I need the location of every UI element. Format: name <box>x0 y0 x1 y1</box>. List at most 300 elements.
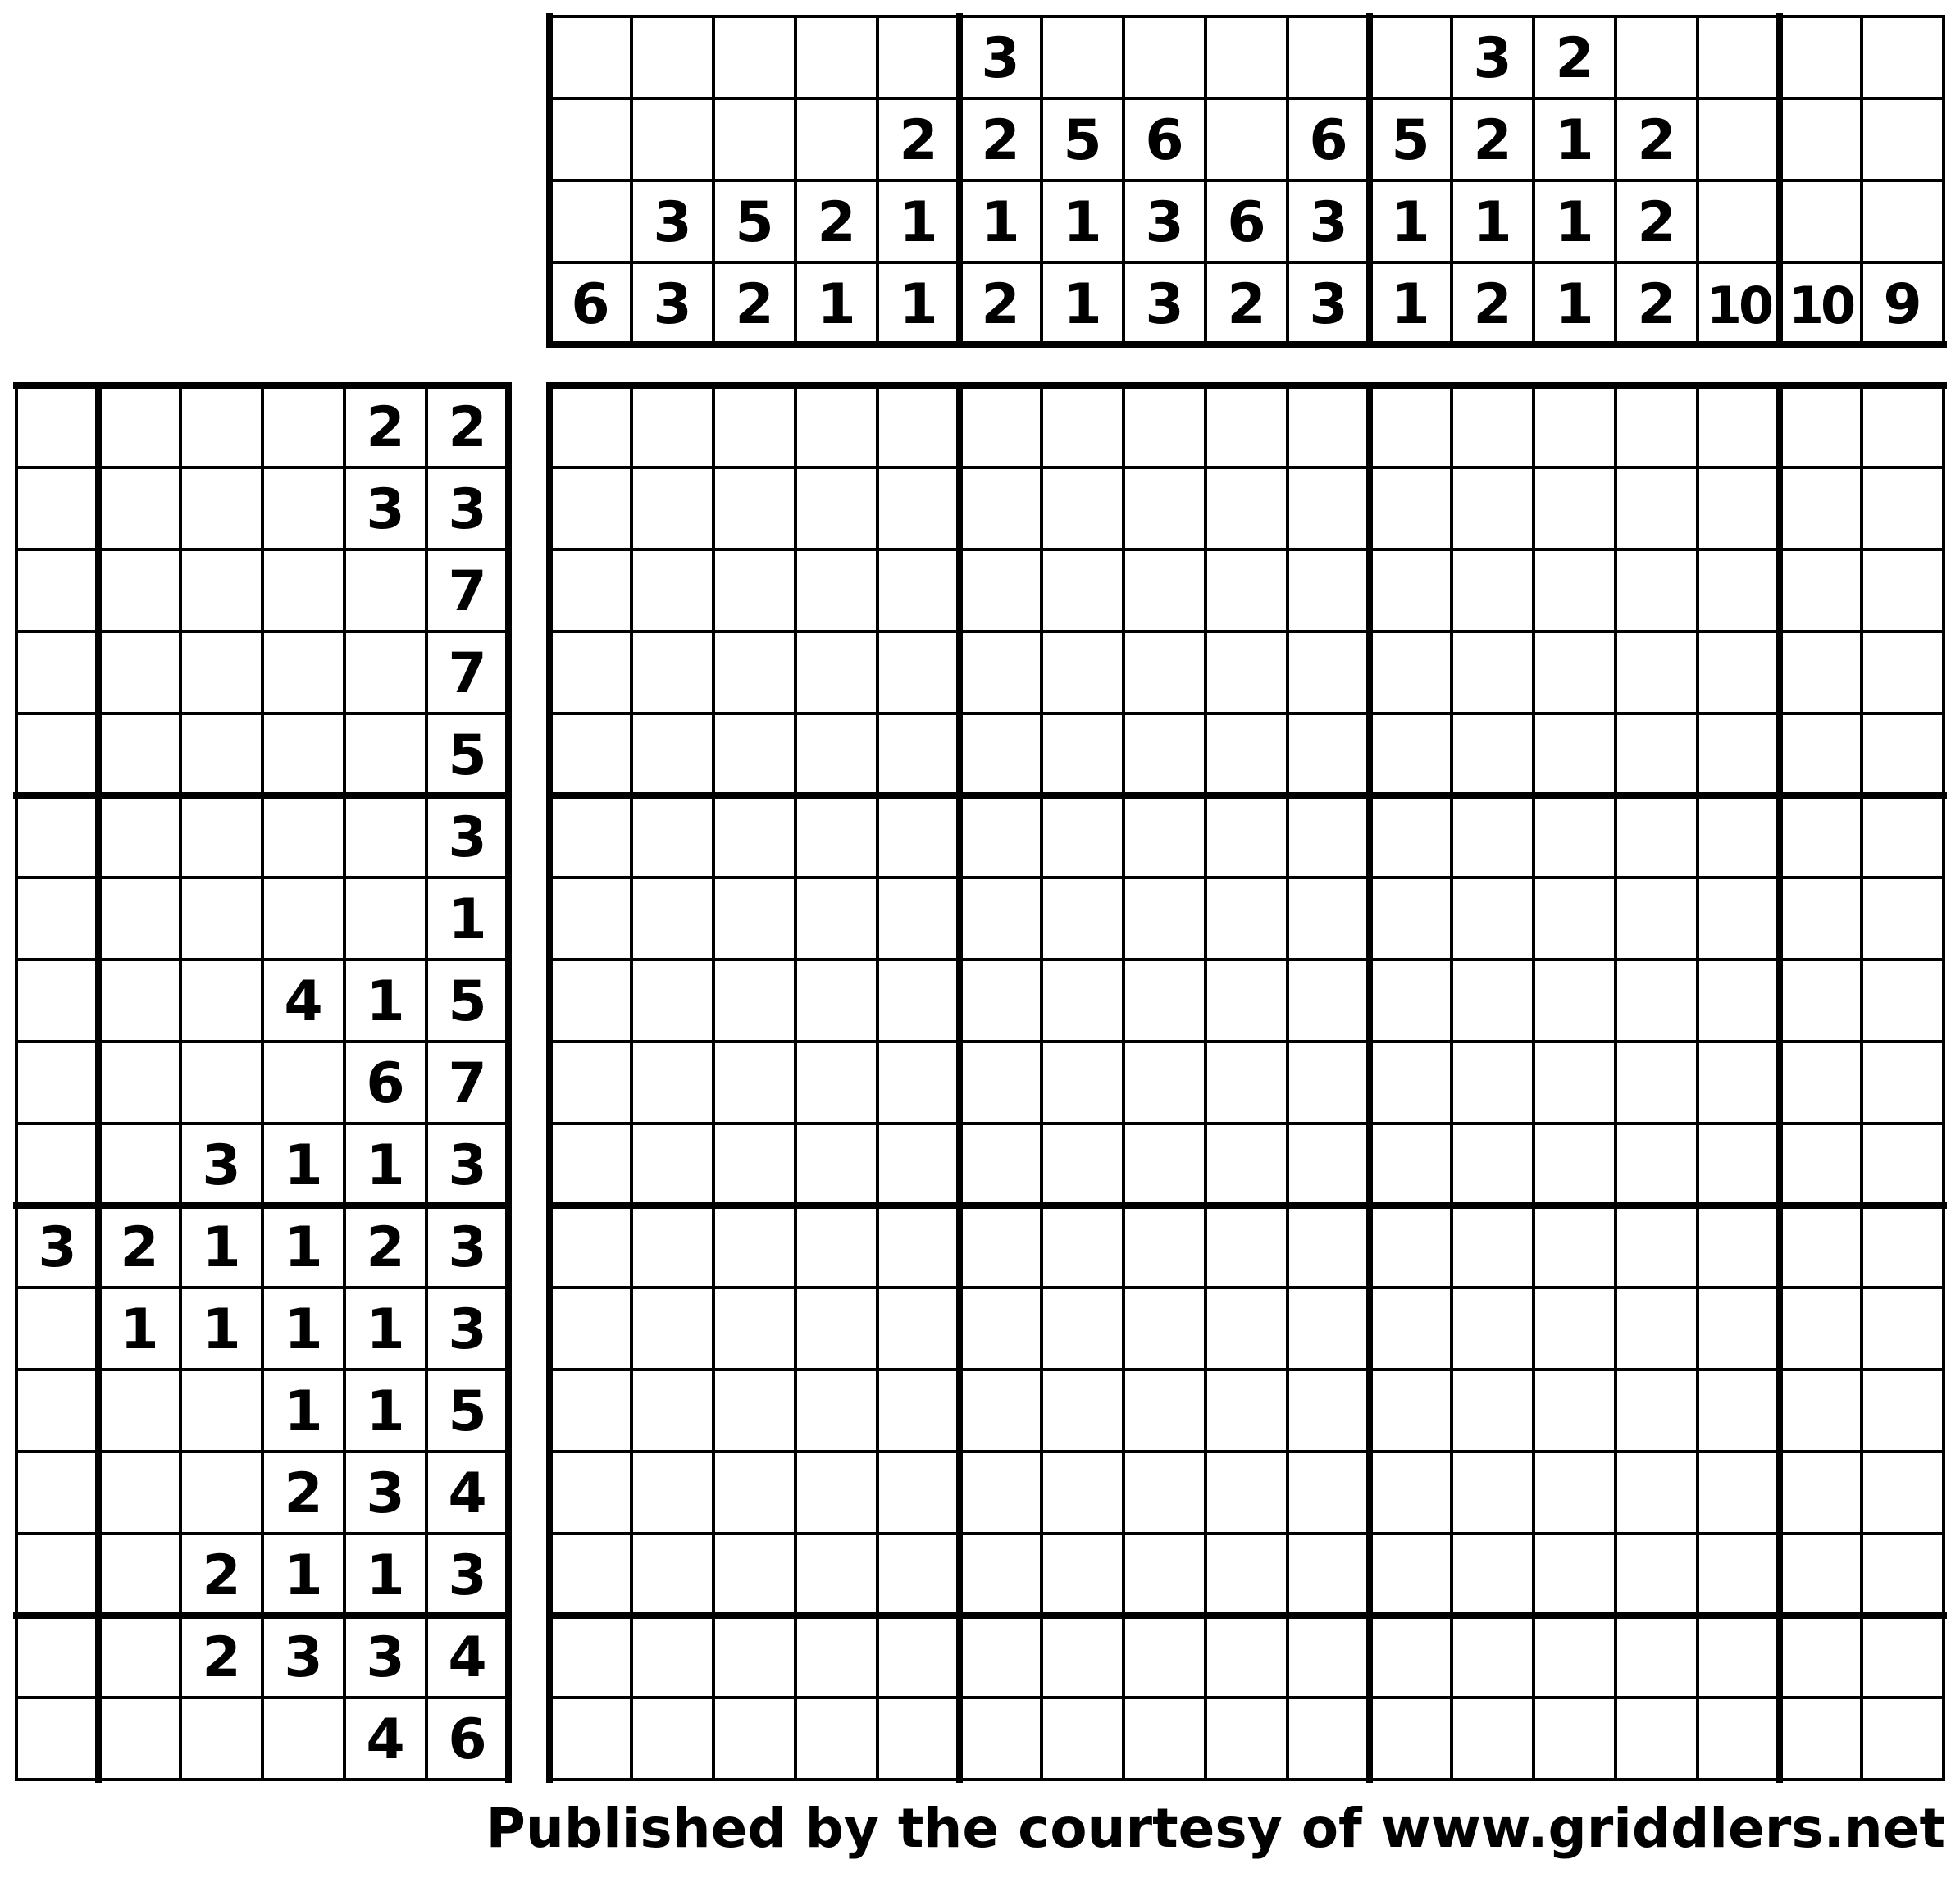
grid-cell[interactable] <box>1780 1124 1862 1206</box>
grid-cell[interactable] <box>549 1698 631 1780</box>
grid-cell[interactable] <box>1042 877 1124 960</box>
grid-cell[interactable] <box>631 1206 713 1288</box>
grid-cell[interactable] <box>1862 1288 1944 1370</box>
grid-cell[interactable] <box>1452 1698 1534 1780</box>
grid-cell[interactable] <box>1534 795 1616 877</box>
grid-cell[interactable] <box>1616 713 1698 795</box>
grid-cell[interactable] <box>1780 1042 1862 1124</box>
grid-cell[interactable] <box>959 549 1042 631</box>
grid-cell[interactable] <box>1042 1042 1124 1124</box>
grid-cell[interactable] <box>1616 1370 1698 1452</box>
grid-cell[interactable] <box>1534 1042 1616 1124</box>
grid-cell[interactable] <box>1780 1206 1862 1288</box>
grid-cell[interactable] <box>713 1616 795 1698</box>
grid-cell[interactable] <box>1370 385 1452 467</box>
grid-cell[interactable] <box>1698 877 1780 960</box>
grid-cell[interactable] <box>1288 960 1370 1042</box>
grid-cell[interactable] <box>1124 1042 1206 1124</box>
grid-cell[interactable] <box>631 877 713 960</box>
column-clue-number: 2 <box>899 108 938 173</box>
grid-cell[interactable] <box>1206 467 1288 549</box>
grid-cell[interactable] <box>1534 960 1616 1042</box>
grid-cell[interactable] <box>1206 1288 1288 1370</box>
grid-cell[interactable] <box>1042 1698 1124 1780</box>
grid-cell[interactable] <box>1534 1698 1616 1780</box>
grid-cell[interactable] <box>1452 1616 1534 1698</box>
grid-cell[interactable] <box>549 1370 631 1452</box>
grid-cell[interactable] <box>1124 631 1206 713</box>
grid-cell[interactable] <box>877 1616 959 1698</box>
grid-cell[interactable] <box>713 385 795 467</box>
grid-cell[interactable] <box>1780 713 1862 795</box>
grid-cell[interactable] <box>959 385 1042 467</box>
grid-cell[interactable] <box>1780 1616 1862 1698</box>
grid-cell[interactable] <box>1370 960 1452 1042</box>
grid-cell[interactable] <box>1370 877 1452 960</box>
grid-cell[interactable] <box>549 960 631 1042</box>
grid-cell[interactable] <box>1698 1042 1780 1124</box>
grid-cell[interactable] <box>713 549 795 631</box>
grid-cell[interactable] <box>1124 1616 1206 1698</box>
grid-cell[interactable] <box>1452 877 1534 960</box>
grid-cell[interactable] <box>1452 713 1534 795</box>
grid-cell[interactable] <box>1124 1370 1206 1452</box>
grid-cell[interactable] <box>959 1206 1042 1288</box>
row-clue-number: 1 <box>202 1215 241 1280</box>
grid-cell[interactable] <box>1862 960 1944 1042</box>
grid-cell[interactable] <box>1780 1698 1862 1780</box>
grid-cell[interactable] <box>877 549 959 631</box>
grid-cell[interactable] <box>1862 1042 1944 1124</box>
grid-cell[interactable] <box>1534 467 1616 549</box>
column-clue-number: 1 <box>899 190 938 255</box>
grid-cell[interactable] <box>1616 1206 1698 1288</box>
grid-cell[interactable] <box>1042 1370 1124 1452</box>
grid-cell[interactable] <box>713 877 795 960</box>
grid-cell[interactable] <box>1862 1370 1944 1452</box>
grid-cell[interactable] <box>1698 385 1780 467</box>
grid-cell[interactable] <box>713 1534 795 1616</box>
grid-cell[interactable] <box>1780 467 1862 549</box>
grid-cell[interactable] <box>1616 549 1698 631</box>
grid-cell[interactable] <box>1698 960 1780 1042</box>
grid-cell[interactable] <box>1124 877 1206 960</box>
grid-cell[interactable] <box>1616 467 1698 549</box>
grid-cell[interactable] <box>1124 1534 1206 1616</box>
grid-cell[interactable] <box>631 631 713 713</box>
grid-cell[interactable] <box>795 1698 877 1780</box>
grid-cell[interactable] <box>1616 1124 1698 1206</box>
grid-cell[interactable] <box>1370 1206 1452 1288</box>
grid-cell[interactable] <box>877 1288 959 1370</box>
grid-cell[interactable] <box>1534 877 1616 960</box>
grid-cell[interactable] <box>877 960 959 1042</box>
grid-cell[interactable] <box>1452 1042 1534 1124</box>
grid-cell[interactable] <box>1288 877 1370 960</box>
grid-cell[interactable] <box>1862 1698 1944 1780</box>
grid-cell[interactable] <box>631 1042 713 1124</box>
grid-cell[interactable] <box>1780 385 1862 467</box>
grid-cell[interactable] <box>795 1042 877 1124</box>
grid-cell[interactable] <box>959 1370 1042 1452</box>
grid-cell[interactable] <box>631 549 713 631</box>
column-clue-number: 3 <box>1309 190 1348 255</box>
grid-cell[interactable] <box>1370 1042 1452 1124</box>
grid-cell[interactable] <box>1042 1534 1124 1616</box>
grid-cell[interactable] <box>959 1042 1042 1124</box>
grid-cell[interactable] <box>1042 1616 1124 1698</box>
grid-cell[interactable] <box>1534 1206 1616 1288</box>
row-clue-number: 3 <box>448 1215 487 1280</box>
grid-cell[interactable] <box>959 467 1042 549</box>
grid-cell[interactable] <box>549 631 631 713</box>
grid-cell[interactable] <box>1124 1206 1206 1288</box>
grid-cell[interactable] <box>1780 960 1862 1042</box>
grid-cell[interactable] <box>877 713 959 795</box>
row-clue-number: 3 <box>448 1133 487 1198</box>
grid-cell[interactable] <box>1862 1616 1944 1698</box>
grid-cell[interactable] <box>1452 467 1534 549</box>
grid-cell[interactable] <box>549 1206 631 1288</box>
grid-cell[interactable] <box>1206 549 1288 631</box>
grid-cell[interactable] <box>1288 1452 1370 1534</box>
grid-cell[interactable] <box>1616 795 1698 877</box>
grid-cell[interactable] <box>1780 1370 1862 1452</box>
grid-cell[interactable] <box>959 795 1042 877</box>
grid-cell[interactable] <box>713 960 795 1042</box>
grid-cell[interactable] <box>1616 631 1698 713</box>
grid-cell[interactable] <box>631 1288 713 1370</box>
grid-cell[interactable] <box>1452 1370 1534 1452</box>
grid-cell[interactable] <box>1862 631 1944 713</box>
grid-cell[interactable] <box>1206 385 1288 467</box>
grid-cell[interactable] <box>1452 1452 1534 1534</box>
row-clue-number: 4 <box>448 1461 487 1526</box>
grid-cell[interactable] <box>1206 713 1288 795</box>
grid-cell[interactable] <box>795 1616 877 1698</box>
grid-cell[interactable] <box>795 1370 877 1452</box>
grid-cell[interactable] <box>877 631 959 713</box>
grid-cell[interactable] <box>713 1370 795 1452</box>
grid-cell[interactable] <box>877 1370 959 1452</box>
grid-cell[interactable] <box>1698 1124 1780 1206</box>
grid-cell[interactable] <box>1124 1452 1206 1534</box>
grid-cell[interactable] <box>959 960 1042 1042</box>
grid-cell[interactable] <box>713 631 795 713</box>
grid-cell[interactable] <box>877 1124 959 1206</box>
grid-cell[interactable] <box>1698 1616 1780 1698</box>
grid-cell[interactable] <box>1534 713 1616 795</box>
grid-cell[interactable] <box>549 1288 631 1370</box>
grid-cell[interactable] <box>1288 1288 1370 1370</box>
grid-cell[interactable] <box>1370 1288 1452 1370</box>
grid-cell[interactable] <box>1616 1452 1698 1534</box>
grid-cell[interactable] <box>1042 1288 1124 1370</box>
grid-cell[interactable] <box>1288 1206 1370 1288</box>
grid-cell[interactable] <box>1370 1370 1452 1452</box>
grid-cell[interactable] <box>713 1042 795 1124</box>
grid-cell[interactable] <box>1124 960 1206 1042</box>
grid-cell[interactable] <box>1780 877 1862 960</box>
grid-cell[interactable] <box>1124 385 1206 467</box>
grid-cell[interactable] <box>1042 713 1124 795</box>
grid-cell[interactable] <box>959 1698 1042 1780</box>
grid-cell[interactable] <box>1206 1616 1288 1698</box>
grid-cell[interactable] <box>1698 1534 1780 1616</box>
grid-cell[interactable] <box>1534 385 1616 467</box>
grid-cell[interactable] <box>877 1042 959 1124</box>
grid-cell[interactable] <box>877 1206 959 1288</box>
grid-cell[interactable] <box>1042 631 1124 713</box>
grid-cell[interactable] <box>1862 549 1944 631</box>
grid-cell[interactable] <box>1124 1698 1206 1780</box>
row-clue-number: 5 <box>448 723 487 788</box>
grid-cell[interactable] <box>877 1534 959 1616</box>
grid-cell[interactable] <box>1042 467 1124 549</box>
grid-cell[interactable] <box>1862 795 1944 877</box>
grid-cell[interactable] <box>1862 467 1944 549</box>
grid-cell[interactable] <box>631 960 713 1042</box>
grid-cell[interactable] <box>1862 877 1944 960</box>
grid-cell[interactable] <box>1616 385 1698 467</box>
grid-cell[interactable] <box>1370 1534 1452 1616</box>
grid-cell[interactable] <box>1452 1124 1534 1206</box>
grid-cell[interactable] <box>1288 549 1370 631</box>
grid-cell[interactable] <box>1370 631 1452 713</box>
grid-cell[interactable] <box>795 1288 877 1370</box>
grid-cell[interactable] <box>1780 1452 1862 1534</box>
grid-cell[interactable] <box>1862 1534 1944 1616</box>
grid-cell[interactable] <box>1042 1124 1124 1206</box>
grid-cell[interactable] <box>1206 631 1288 713</box>
grid-cell[interactable] <box>959 713 1042 795</box>
grid-cell[interactable] <box>1124 795 1206 877</box>
grid-cell[interactable] <box>1452 1288 1534 1370</box>
grid-cell[interactable] <box>795 795 877 877</box>
grid-cell[interactable] <box>1616 960 1698 1042</box>
grid-cell[interactable] <box>1370 795 1452 877</box>
grid-cell[interactable] <box>1780 1534 1862 1616</box>
grid-cell[interactable] <box>549 385 631 467</box>
grid-cell[interactable] <box>959 631 1042 713</box>
grid-cell[interactable] <box>1452 960 1534 1042</box>
grid-cell[interactable] <box>1042 549 1124 631</box>
grid-cell[interactable] <box>1780 549 1862 631</box>
grid-cell[interactable] <box>1288 631 1370 713</box>
grid-cell[interactable] <box>1534 1124 1616 1206</box>
grid-cell[interactable] <box>631 1534 713 1616</box>
grid-cell[interactable] <box>713 1452 795 1534</box>
grid-cell[interactable] <box>1698 1206 1780 1288</box>
grid-cell[interactable] <box>795 713 877 795</box>
grid-cell[interactable] <box>1288 467 1370 549</box>
grid-cell[interactable] <box>631 1370 713 1452</box>
grid-cell[interactable] <box>959 1616 1042 1698</box>
grid-cell[interactable] <box>1698 549 1780 631</box>
grid-cell[interactable] <box>631 713 713 795</box>
grid-cell[interactable] <box>1288 713 1370 795</box>
grid-cell[interactable] <box>877 467 959 549</box>
grid-cell[interactable] <box>1124 713 1206 795</box>
grid-cell[interactable] <box>1698 1698 1780 1780</box>
grid-cell[interactable] <box>1862 1452 1944 1534</box>
row-clue-number: 2 <box>284 1461 323 1526</box>
grid-cell[interactable] <box>1452 795 1534 877</box>
grid-cell[interactable] <box>1206 1370 1288 1452</box>
grid-cell[interactable] <box>795 960 877 1042</box>
grid-cell[interactable] <box>549 1534 631 1616</box>
grid-cell[interactable] <box>549 877 631 960</box>
grid-cell[interactable] <box>631 1124 713 1206</box>
grid-cell[interactable] <box>1452 631 1534 713</box>
grid-cell[interactable] <box>1124 1124 1206 1206</box>
grid-cell[interactable] <box>1534 1616 1616 1698</box>
grid-cell[interactable] <box>1042 1206 1124 1288</box>
grid-cell[interactable] <box>631 1452 713 1534</box>
grid-cell[interactable] <box>1534 1370 1616 1452</box>
grid-cell[interactable] <box>1206 1452 1288 1534</box>
grid-cell[interactable] <box>1616 1616 1698 1698</box>
grid-cell[interactable] <box>959 877 1042 960</box>
grid-cell[interactable] <box>1370 1452 1452 1534</box>
grid-cell[interactable] <box>1616 877 1698 960</box>
grid-cell[interactable] <box>1534 631 1616 713</box>
grid-cell[interactable] <box>1698 1288 1780 1370</box>
grid-cell[interactable] <box>795 877 877 960</box>
grid-cell[interactable] <box>549 467 631 549</box>
grid-cell[interactable] <box>713 795 795 877</box>
grid-cell[interactable] <box>877 795 959 877</box>
grid-cell[interactable] <box>1452 1206 1534 1288</box>
grid-cell[interactable] <box>1206 1042 1288 1124</box>
grid-cell[interactable] <box>713 1698 795 1780</box>
grid-cell[interactable] <box>795 1534 877 1616</box>
grid-cell[interactable] <box>1452 385 1534 467</box>
grid-cell[interactable] <box>631 795 713 877</box>
grid-cell[interactable] <box>1206 960 1288 1042</box>
grid-cell[interactable] <box>1124 467 1206 549</box>
grid-cell[interactable] <box>549 713 631 795</box>
grid-cell[interactable] <box>549 1452 631 1534</box>
grid-cell[interactable] <box>1288 1534 1370 1616</box>
grid-cell[interactable] <box>1862 385 1944 467</box>
grid-cell[interactable] <box>795 549 877 631</box>
grid-cell[interactable] <box>549 549 631 631</box>
grid-cell[interactable] <box>1780 1288 1862 1370</box>
grid-cell[interactable] <box>1206 795 1288 877</box>
grid-cell[interactable] <box>1862 1124 1944 1206</box>
grid-cell[interactable] <box>795 1206 877 1288</box>
grid-cell[interactable] <box>1780 795 1862 877</box>
grid-cell[interactable] <box>1124 549 1206 631</box>
grid-cell[interactable] <box>795 385 877 467</box>
grid-cell[interactable] <box>877 877 959 960</box>
grid-cell[interactable] <box>1206 1124 1288 1206</box>
grid-cell[interactable] <box>1288 1616 1370 1698</box>
grid-cell[interactable] <box>1042 960 1124 1042</box>
grid-cell[interactable] <box>1206 877 1288 960</box>
grid-cell[interactable] <box>1534 549 1616 631</box>
grid-cell[interactable] <box>1370 1698 1452 1780</box>
grid-cell[interactable] <box>1698 1370 1780 1452</box>
grid-cell[interactable] <box>631 1616 713 1698</box>
grid-cell[interactable] <box>795 1452 877 1534</box>
grid-cell[interactable] <box>713 1206 795 1288</box>
grid-cell[interactable] <box>1698 713 1780 795</box>
grid-cell[interactable] <box>1780 631 1862 713</box>
grid-cell[interactable] <box>1042 795 1124 877</box>
grid-cell[interactable] <box>1370 1124 1452 1206</box>
grid-cell[interactable] <box>1042 1452 1124 1534</box>
grid-cell[interactable] <box>631 1698 713 1780</box>
grid-cell[interactable] <box>1616 1698 1698 1780</box>
grid-cell[interactable] <box>959 1288 1042 1370</box>
grid-cell[interactable] <box>1616 1534 1698 1616</box>
grid-cell[interactable] <box>1534 1452 1616 1534</box>
grid-cell[interactable] <box>1288 1698 1370 1780</box>
grid-cell[interactable] <box>1370 549 1452 631</box>
grid-cell[interactable] <box>877 1698 959 1780</box>
grid-cell[interactable] <box>549 795 631 877</box>
grid-cell[interactable] <box>1534 1288 1616 1370</box>
grid-cell[interactable] <box>877 385 959 467</box>
column-clue-number: 2 <box>1637 272 1676 337</box>
grid-cell[interactable] <box>1288 1042 1370 1124</box>
grid-cell[interactable] <box>1534 1534 1616 1616</box>
grid-cell[interactable] <box>795 631 877 713</box>
grid-cell[interactable] <box>959 1452 1042 1534</box>
grid-cell[interactable] <box>1206 1698 1288 1780</box>
grid-cell[interactable] <box>1370 1616 1452 1698</box>
grid-cell[interactable] <box>1862 713 1944 795</box>
grid-cell[interactable] <box>1616 1288 1698 1370</box>
grid-cell[interactable] <box>631 385 713 467</box>
grid-cell[interactable] <box>1206 1206 1288 1288</box>
grid-cell[interactable] <box>1452 549 1534 631</box>
grid-cell[interactable] <box>795 467 877 549</box>
grid-cell[interactable] <box>1206 1534 1288 1616</box>
grid-cell[interactable] <box>1698 795 1780 877</box>
grid-cell[interactable] <box>549 1042 631 1124</box>
grid-cell[interactable] <box>1698 1452 1780 1534</box>
grid-cell[interactable] <box>1288 1124 1370 1206</box>
grid-cell[interactable] <box>1616 1042 1698 1124</box>
grid-cell[interactable] <box>959 1124 1042 1206</box>
grid-cell[interactable] <box>1370 467 1452 549</box>
grid-cell[interactable] <box>713 467 795 549</box>
grid-cell[interactable] <box>1698 631 1780 713</box>
grid-cell[interactable] <box>713 1124 795 1206</box>
grid-cell[interactable] <box>631 467 713 549</box>
grid-cell[interactable] <box>959 1534 1042 1616</box>
grid-cell[interactable] <box>1124 1288 1206 1370</box>
grid-cell[interactable] <box>1288 1370 1370 1452</box>
grid-cell[interactable] <box>1452 1534 1534 1616</box>
grid-cell[interactable] <box>1862 1206 1944 1288</box>
grid-cell[interactable] <box>549 1616 631 1698</box>
grid-cell[interactable] <box>1042 385 1124 467</box>
grid-cell[interactable] <box>1288 385 1370 467</box>
grid-cell[interactable] <box>713 713 795 795</box>
grid-cell[interactable] <box>1698 467 1780 549</box>
grid-cell[interactable] <box>795 1124 877 1206</box>
grid-cell[interactable] <box>713 1288 795 1370</box>
grid-cell[interactable] <box>1288 795 1370 877</box>
row-clue-number: 2 <box>366 395 405 460</box>
grid-cell[interactable] <box>1370 713 1452 795</box>
grid-cell[interactable] <box>877 1452 959 1534</box>
grid-cell[interactable] <box>549 1124 631 1206</box>
